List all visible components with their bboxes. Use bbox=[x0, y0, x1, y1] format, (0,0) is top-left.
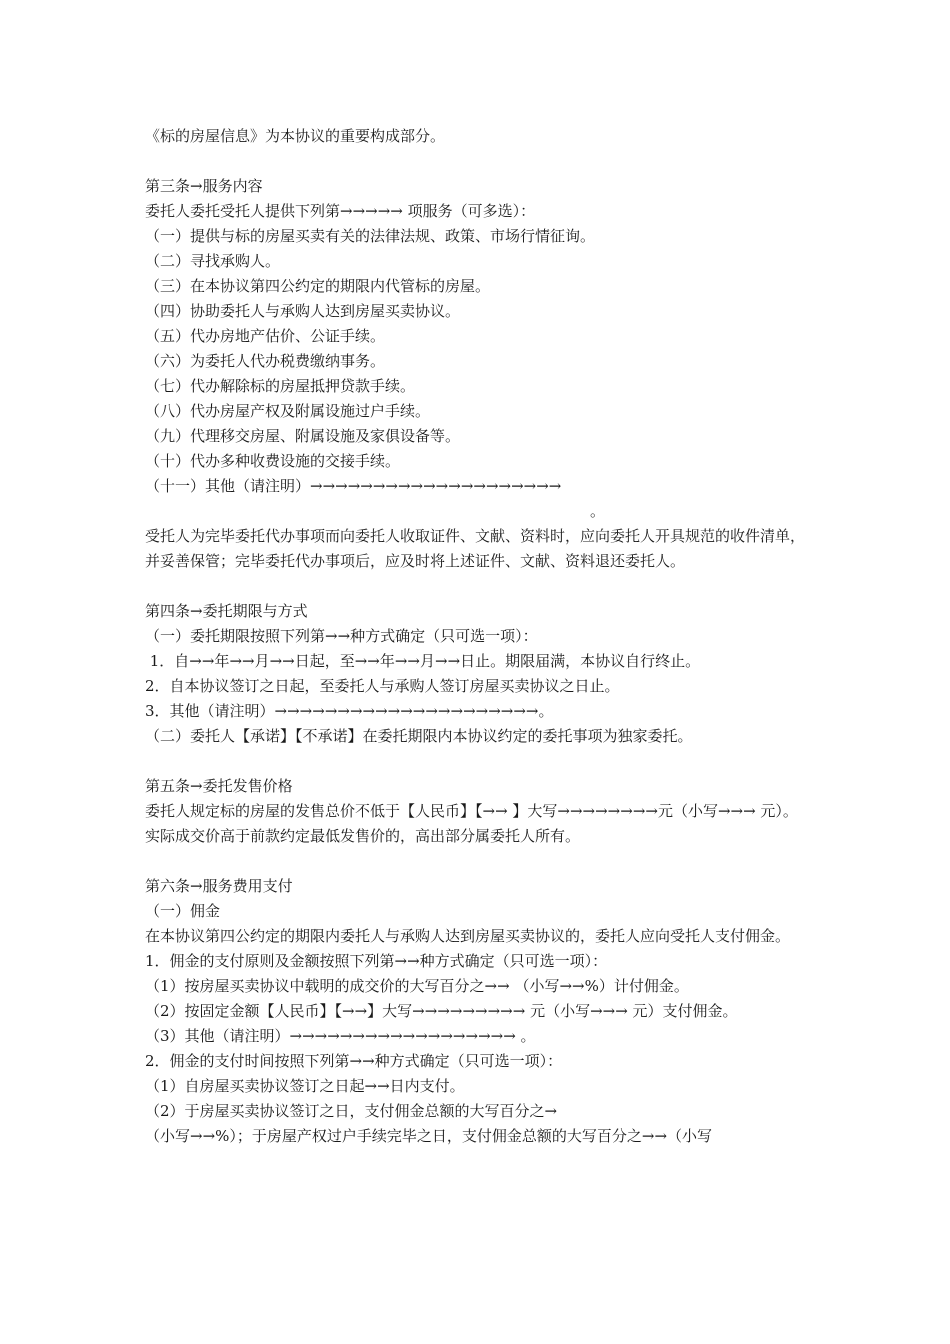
article3-lead: 委托人委托受托人提供下列第→→→→→ 项服务（可多选）： bbox=[145, 202, 536, 220]
article3-note: 受托人为完毕委托代办事项而向委托人收取证件、文献、资料时，应向委托人开具规范的收件清单，并妥善保管；完毕委托代办事项后，应及时将上述证件、文献、资料退还委托人。 bbox=[145, 527, 806, 570]
article4-line: 1．自→→年→→月→→日起，至→→年→→月→→日止。期限届满，本协议自行终止。 bbox=[145, 652, 701, 670]
service-item: （十一）其他（请注明）→→→→→→→→→→→→→→→→→→→→ bbox=[145, 477, 562, 495]
article3-title: 第三条→服务内容 bbox=[145, 177, 263, 195]
service-item: （五）代办房地产估价、公证手续。 bbox=[145, 327, 386, 345]
article5-title: 第五条→委托发售价格 bbox=[145, 777, 293, 795]
article6-line: 2．佣金的支付时间按照下列第→→种方式确定（只可选一项）： bbox=[145, 1052, 563, 1070]
article6-sub1: （一）佣金 bbox=[145, 902, 221, 920]
article6-line: （1）自房屋买卖协议签订之日起→→日内支付。 bbox=[145, 1077, 465, 1095]
spacer bbox=[145, 149, 810, 174]
service-item: （九）代理移交房屋、附属设施及家俱设备等。 bbox=[145, 427, 461, 445]
article6-p1: 在本协议第四公约定的期限内委托人与承购人达到房屋买卖协议的，委托人应向受托人支付佣金。 bbox=[145, 927, 791, 945]
service-item: （四）协助委托人与承购人达到房屋买卖协议。 bbox=[145, 302, 461, 320]
spacer bbox=[145, 749, 810, 774]
service-item: （十）代办多种收费设施的交接手续。 bbox=[145, 452, 401, 470]
article6-line: 1．佣金的支付原则及金额按照下列第→→种方式确定（只可选一项）： bbox=[145, 952, 608, 970]
article6-line: （小写→→%）；于房屋产权过户手续完毕之日，支付佣金总额的大写百分之→→（小写 bbox=[145, 1127, 713, 1145]
service-item: （七）代办解除标的房屋抵押贷款手续。 bbox=[145, 377, 416, 395]
article6-line: （1）按房屋买卖协议中载明的成交价的大写百分之→→ （小写→→%）计付佣金。 bbox=[145, 977, 689, 995]
service-item: （一）提供与标的房屋买卖有关的法律法规、政策、市场行情征询。 bbox=[145, 227, 596, 245]
article5-body: 委托人规定标的房屋的发售总价不低于【人民币】【→→ 】大写→→→→→→→→元（小写→→→ 元）。实际成交价高于前款约定最低发售价的，高出部分属委托人所有。 bbox=[145, 802, 798, 845]
article6-title: 第六条→服务费用支付 bbox=[145, 877, 293, 895]
service-item: （二）寻找承购人。 bbox=[145, 252, 281, 270]
document-page bbox=[145, 124, 810, 1149]
article4-title: 第四条→委托期限与方式 bbox=[145, 602, 308, 620]
trailing-period: 。 bbox=[589, 502, 605, 520]
service-item: （八）代办房屋产权及附属设施过户手续。 bbox=[145, 402, 431, 420]
article4-line: （一）委托期限按照下列第→→种方式确定（只可选一项）： bbox=[145, 627, 538, 645]
article4-line: 2．自本协议签订之日起，至委托人与承购人签订房屋买卖协议之日止。 bbox=[145, 677, 620, 695]
service-item: （三）在本协议第四公约定的期限内代管标的房屋。 bbox=[145, 277, 491, 295]
spacer bbox=[145, 574, 810, 599]
article6-line: （3）其他（请注明）→→→→→→→→→→→→→→→→→→ 。 bbox=[145, 1027, 536, 1045]
article6-line: （2）于房屋买卖协议签订之日，支付佣金总额的大写百分之→ bbox=[145, 1102, 558, 1120]
service-item: （六）为委托人代办税费缴纳事务。 bbox=[145, 352, 386, 370]
intro-text: 《标的房屋信息》为本协议的重要构成部分。 bbox=[145, 127, 446, 145]
article4-line: 3．其他（请注明）→→→→→→→→→→→→→→→→→→→→→。 bbox=[145, 702, 554, 720]
article4-line: （二）委托人【承诺】【不承诺】在委托期限内本协议约定的委托事项为独家委托。 bbox=[145, 727, 693, 745]
article6-p2: （2）按固定金额【人民币】【→→】大写→→→→→→→→→ 元（小写→→→ 元）支付佣金。 bbox=[145, 1002, 738, 1020]
spacer bbox=[145, 849, 810, 874]
